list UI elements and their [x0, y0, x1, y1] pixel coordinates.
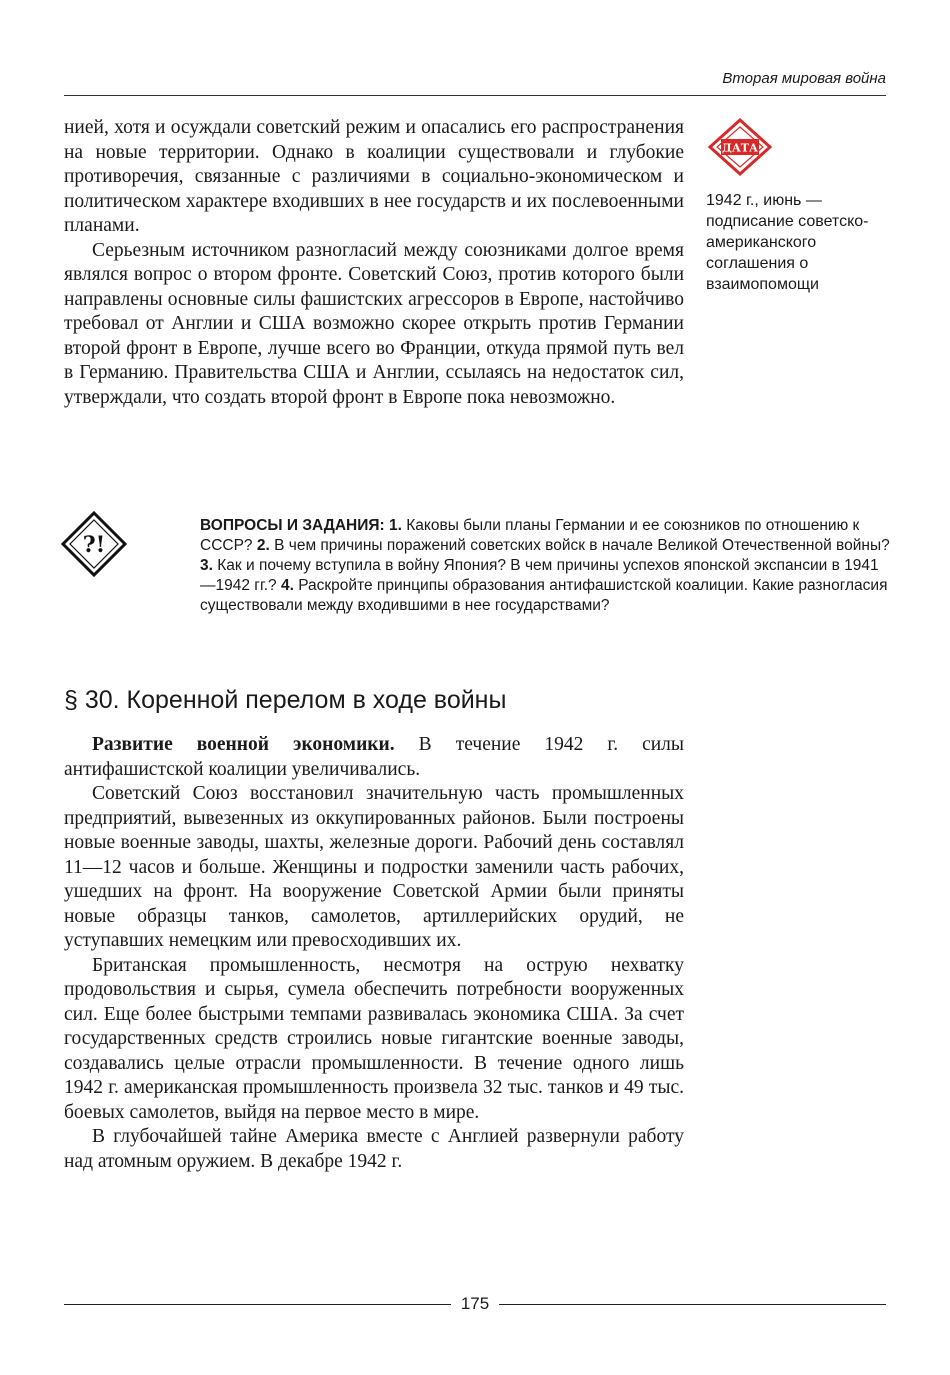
running-header: Вторая мировая война: [722, 70, 886, 87]
question-number: 4.: [280, 577, 294, 594]
paragraph: Серьезным источником разногласий между союзниками долгое время являлся вопрос о втором фронте. Советский Союз, против которого были направлены основные силы фашистских агрессоров в Европе, настойчиво требовал от Англии и США возможно скорее открыть против Германии второй фронт в Европе, лучше всего во Франции, откуда прямой путь вел в Германию. Правительства США и Англии, ссылаясь на недостаток сил, утверждали, что создать второй фронт в Европе пока невозможно.: [64, 239, 684, 408]
questions-badge-icon: [60, 510, 128, 578]
page-footer: [64, 1292, 886, 1316]
questions-block: [200, 516, 890, 616]
page-number: 175: [460, 1294, 490, 1313]
footer-rule-left: [64, 1304, 451, 1305]
question-text: Раскройте принципы образования антифашистской коалиции. Какие разногласия существовали между входившими в нее государствами?: [200, 577, 888, 614]
lead-text: В течение 1942 г. силы антифашистской коалиции увеличивались.: [64, 734, 684, 780]
question-number: 2.: [256, 537, 270, 554]
question-text: Каковы были планы Германии и ее союзников по отношению к СССР?: [200, 517, 860, 554]
header-divider: [64, 95, 886, 96]
question-text: Как и почему вступила в войну Япония? В чем причины успехов японской экспансии в 1941—1942 гг.?: [200, 557, 879, 594]
section-title: § 30. Коренной перелом в ходе войны: [64, 686, 507, 714]
run-in-heading: Развитие военной экономики.: [92, 734, 395, 755]
section-text-column: [64, 733, 684, 1174]
top-text-column: [64, 116, 684, 410]
date-badge-icon: [706, 118, 774, 176]
questions-badge-symbol: ?!: [82, 532, 106, 558]
question-number: 3.: [200, 557, 213, 574]
question-text: В чем причины поражений советских войск в начале Великой Отечественной войны?: [274, 537, 890, 554]
paragraph: нией, хотя и осуждали советский режим и опасались его распространения на новые территории. Однако в коалиции существовали и глубокие противоречия, связанные с различиями в социально-экономическом и политическом характере входивших в нее государств и их послевоенными планами.: [64, 117, 684, 236]
question-number: 1.: [388, 517, 402, 534]
paragraph: Советский Союз восстановил значительную часть промышленных предприятий, вывезенных из оккупированных районов. Были построены новые военные заводы, шахты, железные дороги. Рабочий день составлял 11—12 часов и больше. Женщины и подростки заменили часть рабочих, ушедших на фронт. На вооружение Советской Армии были приняты новые образцы танков, самолетов, артиллерийских орудий, не уступавших немецким или превосходивших их.: [64, 783, 684, 951]
footer-rule-right: [499, 1304, 886, 1305]
lead-paragraph: [64, 733, 684, 782]
paragraph: В глубочайшей тайне Америка вместе с Англией развернули работу над атомным оружием. В декабре 1942 г.: [64, 1126, 684, 1172]
date-badge-label: ДАТА: [722, 141, 758, 155]
date-note: 1942 г., июнь — подписание советско-американского соглашения о взаимопомощи: [706, 192, 869, 293]
date-sidebar: [706, 118, 886, 295]
questions-heading: ВОПРОСЫ И ЗАДАНИЯ:: [200, 517, 385, 534]
paragraph: Британская промышленность, несмотря на острую нехватку продовольствия и сырья, сумела обеспечить потребности вооруженных сил. Еще более быстрыми темпами развивалась экономика США. За счет государственных средств строились новые гигантские военные заводы, создавались целые отрасли промышленности. В течение одного лишь 1942 г. американская промышленность произвела 32 тыс. танков и 49 тыс. боевых самолетов, выйдя на первое место в мире.: [64, 954, 684, 1123]
